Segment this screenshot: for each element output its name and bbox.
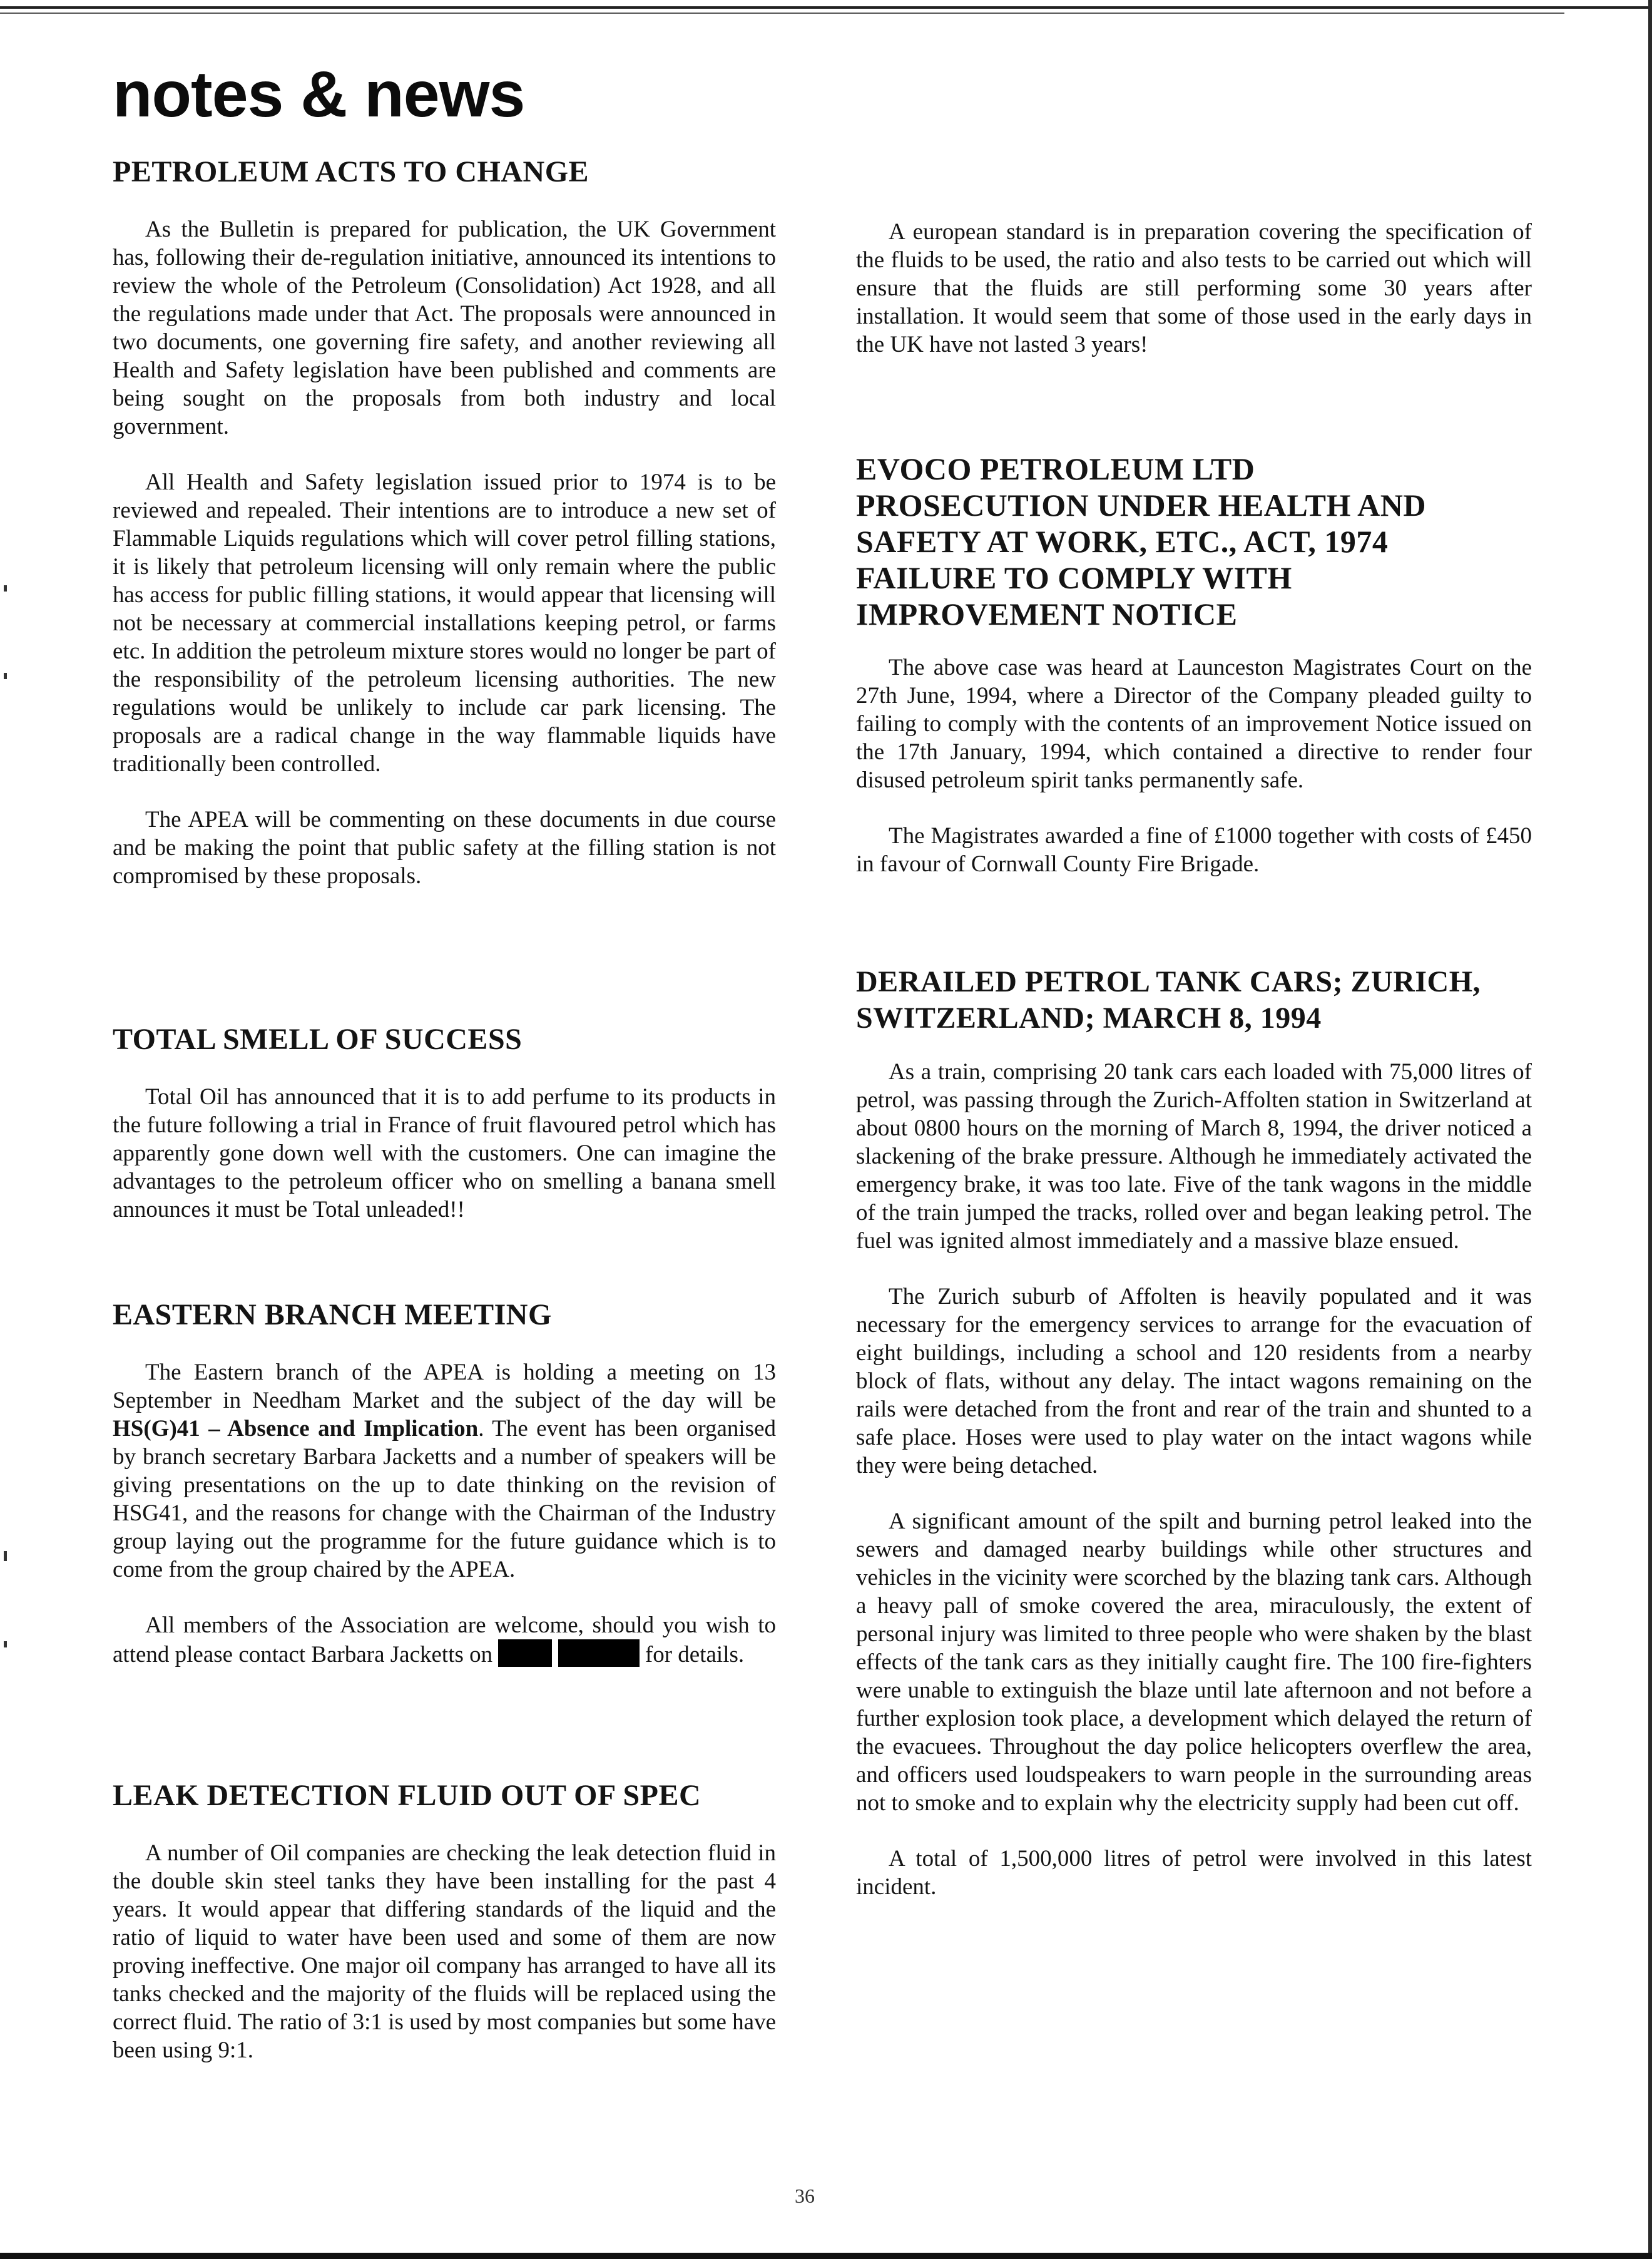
- meeting-subject: HS(G)41 – Absence and Implication: [113, 1415, 479, 1442]
- section-total-smell: [113, 1022, 776, 1224]
- paragraph: A number of Oil companies are checking the leak detection fluid in the double skin steel tanks they have been installing for the past 4 years. It would appear that differing standards of the liquid and the ratio of liquid to water have been used and some of them are now proving ineffective. One major oil company has arranged to have all its tanks checked and the majority of the fluids will be replaced using the correct fluid. The ratio of 3:1 is used by most companies but some have been using 9:1.: [113, 1840, 776, 2063]
- margin-mark: [4, 1641, 7, 1647]
- redacted-phone-number: [498, 1639, 552, 1667]
- section-heading: LEAK DETECTION FLUID OUT OF SPEC: [113, 1779, 701, 1812]
- section-heading: PETROLEUM ACTS TO CHANGE: [113, 155, 589, 188]
- text-run: for details.: [639, 1641, 745, 1667]
- paragraph: A european standard is in preparation covering the specification of the fluids to be used, the ratio and also tests to be carried out which will ensure that the fluids are still performing some 30 years after installation. It would seem that some of those used in the early days in the UK have not lasted 3 years!: [856, 219, 1532, 357]
- right-page-edge: [1648, 0, 1652, 2259]
- paragraph: [113, 1358, 776, 1584]
- top-rule-secondary: [0, 13, 1564, 14]
- section-heading: TOTAL SMELL OF SUCCESS: [113, 1023, 523, 1056]
- top-rule: [0, 6, 1652, 9]
- bottom-page-edge: [0, 2253, 1652, 2259]
- paragraph: A total of 1,500,000 litres of petrol were involved in this latest incident.: [856, 1846, 1532, 1900]
- section-petroleum-acts: [113, 154, 776, 890]
- paragraph: The APEA will be commenting on these documents in due course and be making the point that public safety at the filling station is not compromised by these proposals.: [113, 806, 776, 889]
- section-leak-detection: [113, 1778, 776, 2064]
- text-run: . The event has been organised by branch secretary Barbara Jacketts and a number of speakers will be giving presentations on the up to date thinking on the revision of HSG41, and the reasons for change with the Chairman of the Industry group laying out the programme for the future guidance which is to come from the group chaired by the APEA.: [113, 1415, 776, 1582]
- paragraph: [113, 1611, 776, 1669]
- section-eastern-branch: [113, 1297, 776, 1669]
- section-heading: EASTERN BRANCH MEETING: [113, 1298, 552, 1331]
- paragraph: As a train, comprising 20 tank cars each loaded with 75,000 litres of petrol, was passing through the Zurich-Affolten station in Switzerland at about 0800 hours on the morning of March 8, 1994, the driver noticed a slackening of the brake pressure. Although he immediately activated the emergency brake, it was too late. Five of the tank wagons in the middle of the train jumped the tracks, rolled over and began leaking petrol. The fuel was ignited almost immediately and a massive blaze ensued.: [856, 1059, 1532, 1254]
- masthead: notes & news: [113, 58, 525, 131]
- paragraph: A significant amount of the spilt and burning petrol leaked into the sewers and damaged nearby buildings while other structures and vehicles in the vicinity were scorched by the blazing tank cars. Although a heavy pall of smoke covered the area, miraculously, the extent of personal injury was limited to three people who were shaken by the blast effects of the tank cars as they initially caught fire. The 100 fire-fighters were unable to extinguish the blaze until late afternoon and not before a further explosion took place, a development which delayed the return of the evacuees. Throughout the day police helicopters overflew the area, and officers used loudspeakers to warn people in the surrounding areas not to smoke and to explain why the electricity supply had been cut off.: [856, 1509, 1532, 1816]
- paragraph: The above case was heard at Launceston Magistrates Court on the 27th June, 1994, where a Director of the Company pleaded guilty to failing to comply with the contents of an improvement Notice issued on the 17th January, 1994, which contained a directive to render four disused petroleum spirit tanks permanently safe.: [856, 655, 1532, 793]
- paragraph: All Health and Safety legislation issued prior to 1974 is to be reviewed and repealed. Their intentions are to introduce a new set of Flammable Liquids regulations which will cover petrol filling stations, it is likely that petroleum licensing will only remain where the public has access for public filling stations, it would appear that licensing will not be necessary at commercial installations keeping petrol, or farms etc. In addition the petroleum mixture stores would no longer be part of the responsibility of the petroleum licensing authorities. The new regulations would be unlikely to include car park licensing. The proposals are a radical change in the way flammable liquids have traditionally been controlled.: [113, 469, 776, 777]
- section-evoco: [856, 451, 1532, 878]
- section-leak-detection-continued: [856, 218, 1532, 359]
- paragraph: Total Oil has announced that it is to add perfume to its products in the future following a trial in France of fruit flavoured petrol which has apparently gone down well with the customers. One can imagine the advantages to the petroleum officer who on smelling a banana smell announces it must be Total unleaded!!: [113, 1083, 776, 1222]
- margin-mark: [4, 673, 7, 679]
- margin-mark: [4, 585, 7, 592]
- text-run: All members of the Association are welcome, should you wish to attend please contact Barbara Jacketts on: [113, 1612, 776, 1667]
- section-derailed: [856, 964, 1532, 1901]
- page-number: 36: [795, 2185, 815, 2207]
- section-heading: DERAILED PETROL TANK CARS; ZURICH, SWITZERLAND; MARCH 8, 1994: [856, 965, 1481, 1035]
- redacted-phone-number: [558, 1639, 640, 1667]
- paragraph: As the Bulletin is prepared for publication, the UK Government has, following their de-regulation initiative, announced its intentions to review the whole of the Petroleum (Consolidation) Act 1928, and all the regulations made under that Act. The proposals were announced in two documents, one governing fire safety, and another reviewing all Health and Safety legislation have been published and comments are being sought on the proposals from both industry and local government.: [113, 216, 776, 439]
- margin-mark: [4, 1551, 7, 1561]
- text-run: The Eastern branch of the APEA is holding a meeting on 13 September in Needham Market and the subject of the day will be: [113, 1359, 776, 1413]
- section-heading: EVOCO PETROLEUM LTD PROSECUTION UNDER HEALTH AND SAFETY AT WORK, ETC., ACT, 1974 FAILURE TO COMPLY WITH IMPROVEMENT NOTICE: [856, 451, 1426, 632]
- paragraph: The Magistrates awarded a fine of £1000 together with costs of £450 in favour of Cornwall County Fire Brigade.: [856, 823, 1532, 877]
- paragraph: The Zurich suburb of Affolten is heavily populated and it was necessary for the emergency services to arrange for the evacuation of eight buildings, including a school and 120 residents from a nearby block of flats, without any delay. The intact wagons remaining on the rails were detached from the front and rear of the train and shunted to a safe place. Hoses were used to play water on the intact wagons while they were being detached.: [856, 1284, 1532, 1478]
